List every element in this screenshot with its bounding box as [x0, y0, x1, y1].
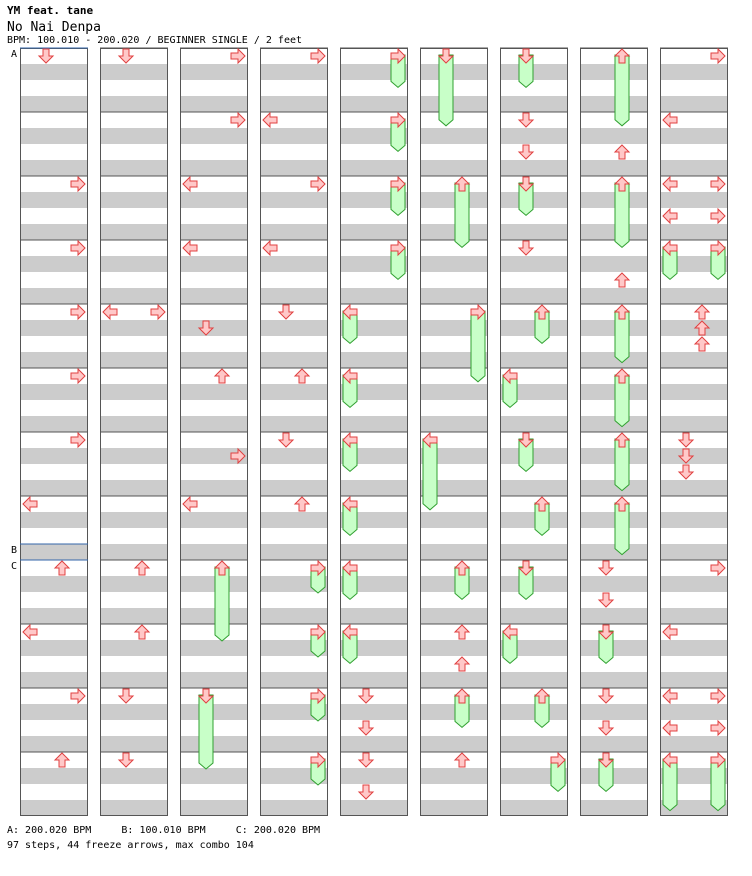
- freeze-body: [199, 695, 213, 769]
- beat-stripe: [580, 224, 648, 240]
- beat-stripe: [500, 704, 568, 720]
- beat-stripe: [580, 736, 648, 752]
- beat-stripe: [500, 256, 568, 272]
- left-arrow: [183, 241, 197, 255]
- left-arrow: [663, 721, 677, 735]
- chart-meta: BPM: 100.010 - 200.020 / BEGINNER SINGLE / 2 feet: [7, 35, 303, 46]
- beat-stripe: [20, 256, 88, 272]
- beat-stripe: [260, 480, 328, 496]
- right-arrow: [71, 369, 85, 383]
- up-arrow: [295, 369, 309, 383]
- beat-stripe: [580, 288, 648, 304]
- right-arrow: [71, 433, 85, 447]
- freeze-body: [471, 311, 485, 382]
- beat-stripe: [420, 736, 488, 752]
- beat-stripe: [100, 288, 168, 304]
- beat-stripe: [100, 544, 168, 560]
- beat-stripe: [20, 512, 88, 528]
- beat-stripe: [260, 448, 328, 464]
- beat-stripe: [100, 64, 168, 80]
- beat-stripe: [20, 416, 88, 432]
- beat-stripe: [260, 384, 328, 400]
- beat-stripe: [100, 256, 168, 272]
- beat-stripe: [100, 384, 168, 400]
- chart-column: [580, 48, 648, 816]
- beat-stripe: [660, 224, 728, 240]
- beat-stripe: [580, 800, 648, 816]
- beat-stripe: [260, 544, 328, 560]
- beat-stripe: [420, 416, 488, 432]
- freeze-body: [615, 183, 629, 247]
- left-arrow: [663, 177, 677, 191]
- freeze-body: [439, 55, 453, 126]
- chart-column: [180, 48, 248, 816]
- beat-stripe: [580, 416, 648, 432]
- beat-stripe: [180, 800, 248, 816]
- left-arrow: [103, 305, 117, 319]
- beat-stripe: [660, 128, 728, 144]
- beat-stripe: [340, 800, 408, 816]
- beat-stripe: [20, 544, 88, 560]
- beat-stripe: [420, 512, 488, 528]
- down-arrow: [279, 305, 293, 319]
- beat-stripe: [20, 800, 88, 816]
- down-arrow: [599, 561, 613, 575]
- beat-stripe: [100, 768, 168, 784]
- beat-stripe: [180, 768, 248, 784]
- up-arrow: [695, 337, 709, 351]
- beat-stripe: [500, 64, 568, 80]
- down-arrow: [359, 753, 373, 767]
- beat-stripe: [500, 416, 568, 432]
- beat-stripe: [100, 224, 168, 240]
- beat-stripe: [100, 480, 168, 496]
- beat-stripe: [260, 96, 328, 112]
- beat-stripe: [180, 352, 248, 368]
- beat-stripe: [260, 320, 328, 336]
- beat-stripe: [660, 288, 728, 304]
- beat-stripe: [340, 608, 408, 624]
- beat-stripe: [180, 64, 248, 80]
- beat-stripe: [420, 384, 488, 400]
- beat-stripe: [500, 192, 568, 208]
- up-arrow: [695, 305, 709, 319]
- beat-stripe: [260, 256, 328, 272]
- beat-stripe: [20, 576, 88, 592]
- beat-stripe: [340, 480, 408, 496]
- beat-stripe: [180, 576, 248, 592]
- right-arrow: [71, 241, 85, 255]
- up-arrow: [615, 273, 629, 287]
- right-arrow: [311, 49, 325, 63]
- beat-stripe: [580, 608, 648, 624]
- down-arrow: [359, 689, 373, 703]
- beat-stripe: [340, 288, 408, 304]
- chart-column: [420, 48, 488, 816]
- beat-stripe: [340, 224, 408, 240]
- right-arrow: [311, 177, 325, 191]
- beat-stripe: [500, 512, 568, 528]
- beat-stripe: [180, 512, 248, 528]
- beat-stripe: [660, 736, 728, 752]
- right-arrow: [711, 177, 725, 191]
- beat-stripe: [660, 64, 728, 80]
- beat-stripe: [100, 160, 168, 176]
- beat-stripe: [660, 512, 728, 528]
- beat-stripe: [660, 160, 728, 176]
- beat-stripe: [260, 128, 328, 144]
- beat-stripe: [580, 320, 648, 336]
- beat-stripe: [660, 352, 728, 368]
- beat-stripe: [660, 576, 728, 592]
- beat-stripe: [100, 128, 168, 144]
- down-arrow: [359, 785, 373, 799]
- right-arrow: [151, 305, 165, 319]
- beat-stripe: [340, 768, 408, 784]
- beat-stripe: [180, 96, 248, 112]
- down-arrow: [119, 689, 133, 703]
- beat-stripe: [420, 640, 488, 656]
- beat-stripe: [660, 608, 728, 624]
- up-arrow: [55, 753, 69, 767]
- beat-stripe: [180, 736, 248, 752]
- beat-stripe: [180, 320, 248, 336]
- beat-stripe: [580, 256, 648, 272]
- beat-stripe: [660, 192, 728, 208]
- beat-stripe: [420, 224, 488, 240]
- chart-column: [260, 48, 328, 816]
- chart-stats: 97 steps, 44 freeze arrows, max combo 104: [7, 840, 254, 851]
- right-arrow: [711, 561, 725, 575]
- beat-stripe: [580, 96, 648, 112]
- artist-name: YM feat. tane: [7, 4, 94, 17]
- beat-stripe: [500, 288, 568, 304]
- beat-stripe: [100, 192, 168, 208]
- right-arrow: [711, 689, 725, 703]
- up-arrow: [215, 369, 229, 383]
- beat-stripe: [420, 288, 488, 304]
- beat-stripe: [180, 608, 248, 624]
- beat-stripe: [580, 128, 648, 144]
- beat-stripe: [180, 704, 248, 720]
- beat-stripe: [20, 320, 88, 336]
- up-arrow: [295, 497, 309, 511]
- right-arrow: [71, 305, 85, 319]
- beat-stripe: [500, 672, 568, 688]
- left-arrow: [183, 497, 197, 511]
- beat-stripe: [660, 672, 728, 688]
- beat-stripe: [500, 800, 568, 816]
- freeze-body: [215, 567, 229, 641]
- beat-stripe: [20, 224, 88, 240]
- freeze-body: [615, 55, 629, 126]
- beat-stripe: [100, 800, 168, 816]
- chart-column: [500, 48, 568, 816]
- left-arrow: [663, 625, 677, 639]
- beat-stripe: [260, 64, 328, 80]
- beat-stripe: [420, 192, 488, 208]
- beat-stripe: [260, 352, 328, 368]
- beat-stripe: [420, 96, 488, 112]
- bpm-legend: A: 200.020 BPM B: 100.010 BPM C: 200.020 BPM: [7, 825, 321, 836]
- beat-stripe: [580, 448, 648, 464]
- beat-stripe: [580, 384, 648, 400]
- beat-stripe: [20, 608, 88, 624]
- down-arrow: [599, 721, 613, 735]
- beat-stripe: [100, 704, 168, 720]
- beat-stripe: [340, 704, 408, 720]
- beat-stripe: [20, 64, 88, 80]
- beat-stripe: [420, 800, 488, 816]
- beat-stripe: [660, 704, 728, 720]
- right-arrow: [231, 113, 245, 127]
- beat-stripe: [500, 96, 568, 112]
- beat-stripe: [260, 672, 328, 688]
- beat-stripe: [100, 352, 168, 368]
- beat-stripe: [340, 736, 408, 752]
- beat-stripe: [260, 736, 328, 752]
- beat-stripe: [20, 736, 88, 752]
- down-arrow: [119, 753, 133, 767]
- beat-stripe: [260, 160, 328, 176]
- beat-stripe: [20, 448, 88, 464]
- bpm-marker-label: C: [11, 561, 18, 572]
- beat-stripe: [580, 544, 648, 560]
- beat-stripe: [260, 288, 328, 304]
- beat-stripe: [100, 640, 168, 656]
- beat-stripe: [580, 64, 648, 80]
- down-arrow: [599, 593, 613, 607]
- up-arrow: [135, 625, 149, 639]
- beat-stripe: [180, 160, 248, 176]
- beat-stripe: [660, 640, 728, 656]
- beat-stripe: [660, 320, 728, 336]
- right-arrow: [231, 49, 245, 63]
- beat-stripe: [180, 192, 248, 208]
- down-arrow: [679, 465, 693, 479]
- beat-stripe: [20, 768, 88, 784]
- beat-stripe: [20, 704, 88, 720]
- left-arrow: [23, 497, 37, 511]
- left-arrow: [663, 689, 677, 703]
- chart-column: [340, 48, 408, 816]
- beat-stripe: [580, 672, 648, 688]
- right-arrow: [711, 721, 725, 735]
- beat-stripe: [580, 768, 648, 784]
- beat-stripe: [420, 256, 488, 272]
- beat-stripe: [180, 128, 248, 144]
- up-arrow: [455, 657, 469, 671]
- beat-stripe: [420, 672, 488, 688]
- right-arrow: [71, 689, 85, 703]
- beat-stripe: [420, 64, 488, 80]
- bpm-marker-label: A: [11, 49, 18, 60]
- beat-stripe: [420, 576, 488, 592]
- beat-stripe: [660, 96, 728, 112]
- beat-stripe: [340, 544, 408, 560]
- beat-stripe: [20, 480, 88, 496]
- beat-stripe: [20, 288, 88, 304]
- beat-stripe: [100, 320, 168, 336]
- left-arrow: [263, 241, 277, 255]
- freeze-body: [455, 183, 469, 247]
- beat-stripe: [580, 352, 648, 368]
- beat-stripe: [340, 160, 408, 176]
- beat-stripe: [260, 192, 328, 208]
- beat-stripe: [500, 128, 568, 144]
- beat-stripe: [580, 704, 648, 720]
- right-arrow: [71, 177, 85, 191]
- beat-stripe: [660, 448, 728, 464]
- down-arrow: [519, 113, 533, 127]
- left-arrow: [23, 625, 37, 639]
- beat-stripe: [260, 224, 328, 240]
- beat-stripe: [580, 640, 648, 656]
- beat-stripe: [420, 704, 488, 720]
- left-arrow: [183, 177, 197, 191]
- beat-stripe: [500, 448, 568, 464]
- beat-stripe: [100, 96, 168, 112]
- beat-stripe: [180, 416, 248, 432]
- beat-stripe: [500, 320, 568, 336]
- beat-stripe: [500, 352, 568, 368]
- beat-stripe: [180, 224, 248, 240]
- beat-stripe: [100, 448, 168, 464]
- up-arrow: [455, 753, 469, 767]
- beat-stripe: [180, 640, 248, 656]
- beat-stripe: [20, 352, 88, 368]
- beat-stripe: [260, 416, 328, 432]
- down-arrow: [679, 433, 693, 447]
- beat-stripe: [20, 640, 88, 656]
- beat-stripe: [580, 576, 648, 592]
- beat-stripe: [420, 544, 488, 560]
- up-arrow: [455, 625, 469, 639]
- beat-stripe: [100, 608, 168, 624]
- beat-stripe: [260, 512, 328, 528]
- beat-stripe: [500, 224, 568, 240]
- beat-stripe: [500, 736, 568, 752]
- down-arrow: [519, 241, 533, 255]
- beat-stripe: [340, 352, 408, 368]
- beat-stripe: [100, 672, 168, 688]
- down-arrow: [599, 689, 613, 703]
- beat-stripe: [580, 192, 648, 208]
- beat-stripe: [580, 512, 648, 528]
- beat-stripe: [500, 576, 568, 592]
- chart-column: [100, 48, 168, 816]
- beat-stripe: [180, 288, 248, 304]
- beat-stripe: [660, 480, 728, 496]
- beat-stripe: [420, 128, 488, 144]
- beat-stripe: [20, 672, 88, 688]
- beat-stripe: [660, 544, 728, 560]
- beat-stripe: [260, 608, 328, 624]
- beat-stripe: [20, 160, 88, 176]
- chart-column: [660, 48, 728, 816]
- up-arrow: [55, 561, 69, 575]
- beat-stripe: [180, 256, 248, 272]
- beat-stripe: [100, 416, 168, 432]
- freeze-body: [423, 439, 437, 510]
- beat-stripe: [180, 672, 248, 688]
- left-arrow: [263, 113, 277, 127]
- beat-stripe: [100, 576, 168, 592]
- beat-stripe: [660, 384, 728, 400]
- beat-stripe: [180, 544, 248, 560]
- chart-column: [11, 48, 88, 816]
- beat-stripe: [580, 480, 648, 496]
- beat-stripe: [340, 96, 408, 112]
- down-arrow: [39, 49, 53, 63]
- down-arrow: [119, 49, 133, 63]
- right-arrow: [711, 209, 725, 223]
- beat-stripe: [20, 128, 88, 144]
- beat-stripe: [340, 416, 408, 432]
- down-arrow: [359, 721, 373, 735]
- up-arrow: [135, 561, 149, 575]
- beat-stripe: [20, 96, 88, 112]
- up-arrow: [615, 145, 629, 159]
- left-arrow: [663, 113, 677, 127]
- down-arrow: [279, 433, 293, 447]
- beat-stripe: [660, 416, 728, 432]
- beat-stripe: [100, 512, 168, 528]
- beat-stripe: [20, 192, 88, 208]
- beat-stripe: [20, 384, 88, 400]
- beat-stripe: [500, 544, 568, 560]
- beat-stripe: [500, 480, 568, 496]
- song-title: No Nai Denpa: [7, 20, 101, 35]
- beat-stripe: [340, 672, 408, 688]
- beat-stripe: [500, 608, 568, 624]
- beat-stripe: [420, 160, 488, 176]
- beat-stripe: [420, 608, 488, 624]
- left-arrow: [663, 209, 677, 223]
- beat-stripe: [180, 384, 248, 400]
- bpm-marker-label: B: [11, 545, 18, 556]
- beat-stripe: [580, 160, 648, 176]
- beat-stripe: [500, 160, 568, 176]
- right-arrow: [711, 49, 725, 63]
- beat-stripe: [420, 768, 488, 784]
- down-arrow: [519, 145, 533, 159]
- beat-stripe: [180, 480, 248, 496]
- beat-stripe: [260, 800, 328, 816]
- beat-stripe: [100, 736, 168, 752]
